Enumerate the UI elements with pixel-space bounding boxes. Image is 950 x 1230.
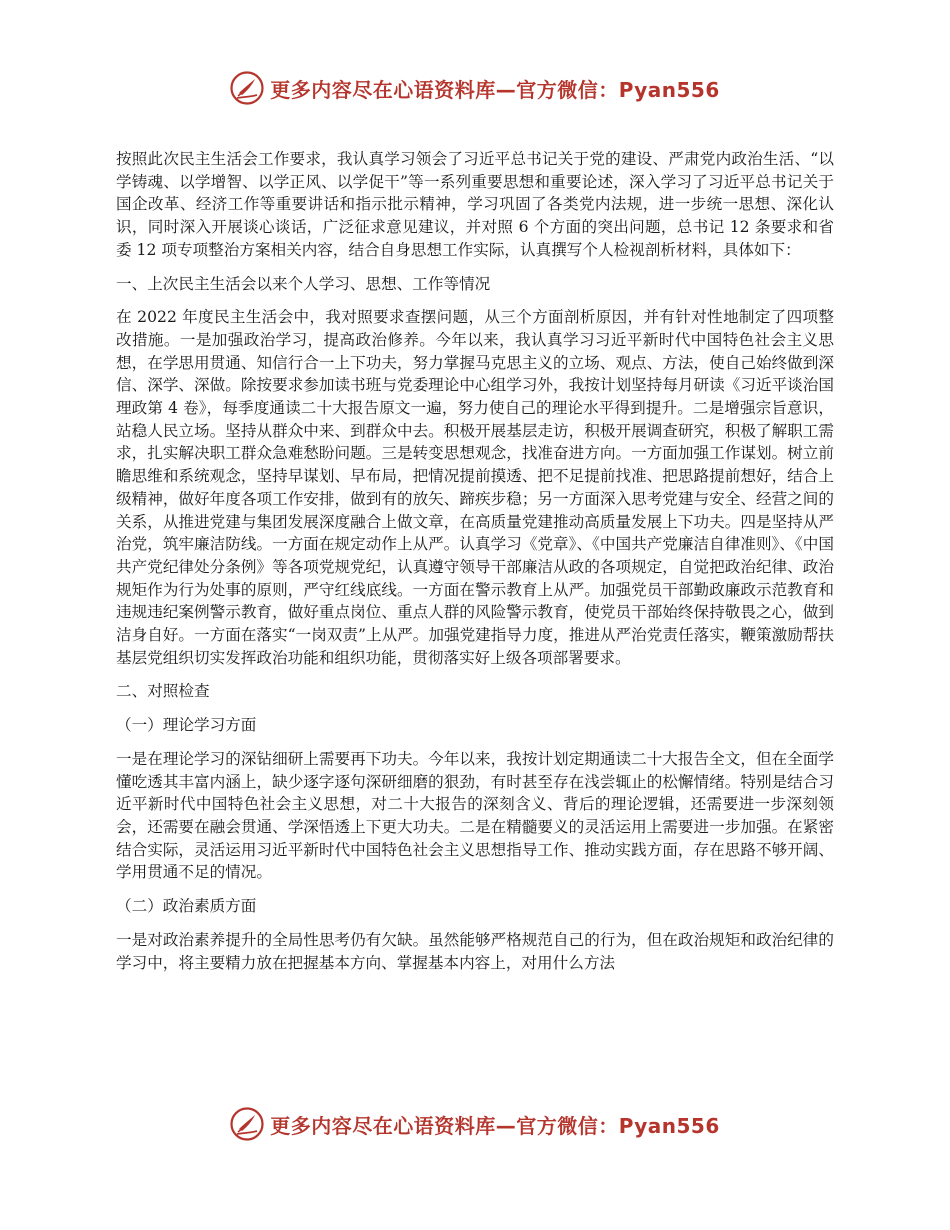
watermark-banner-top [0, 68, 950, 108]
book-quill-logo-icon [230, 71, 264, 105]
book-quill-logo-icon [230, 1107, 264, 1141]
section-heading-2: 二、对照检查 [116, 682, 210, 701]
subsection-heading-political: （二）政治素质方面 [116, 897, 257, 916]
political-paragraph: 一是对政治素养提升的全局性思考仍有欠缺。虽然能够严格规范自己的行为，但在政治规矩和政治纪律的学习中，将主要精力放在把握基本方向、掌握基本内容上，对用什么方法 [116, 930, 834, 972]
watermark-banner-bottom [0, 1104, 950, 1144]
subsection-heading-theory: （一）理论学习方面 [116, 716, 257, 735]
theory-paragraph: 一是在理论学习的深钻细研上需要再下功夫。今年以来，我按计划定期通读二十大报告全文，但在全面学懂吃透其丰富内涵上，缺少逐字逐句深研细磨的狠劲，有时甚至存在浅尝辄止的松懈情绪。特别是结合习近平新时代中国特色社会主义思想，对二十大报告的深刻含义、背后的理论逻辑，还需要进一步深刻领会，还需要在融会贯通、学深悟透上下更大功夫。二是在精髓要义的灵活运用上需要进一步加强。在紧密结合实际，灵活运用习近平新时代中国特色社会主义思想指导工作、推动实践方面，存在思路不够开阔、学用贯通不足的情况。 [116, 749, 834, 882]
section-1-paragraph: 在 2022 年度民主生活会中，我对照要求查摆问题，从三个方面剖析原因，并有针对性地制定了四项整改措施。一是加强政治学习，提高政治修养。今年以来，我认真学习习近平新时代中国特色社会主义思想，在学思用贯通、知信行合一上下功夫，努力掌握马克思主义的立场、观点、方法，使自己始终做到深信、深学、深做。除按要求参加读书班与党委理论中心组学习外，我按计划坚持每月研读《习近平谈治国理政第 4 卷》，每季度通读二十大报告原文一遍，努力使自己的理论水平得到提升。二是增强宗旨意识，站稳人民立场。坚持从群众中来、到群众中去。积极开展基层走访，积极开展调查研究，积极了解职工需求，扎实解决职工群众急难愁盼问题。三是转变思想观念，找准奋进方向。一方面加强工作谋划。树立前瞻思维和系统观念，坚持早谋划、早布局，把情况提前摸透、把不足提前找准、把思路提前想好，结合上级精神，做好年度各项工作安排，做到有的放矢、蹄疾步稳；另一方面深入思考党建与安全、经营之间的关系，从推进党建与集团发展深度融合上做文章，在高质量党建推动高质量发展上下功夫。四是坚持从严治党，筑牢廉洁防线。一方面在规定动作上从严。认真学习《党章》、《中国共产党廉洁自律准则》、《中国共产党纪律处分条例》等各项党规党纪，认真遵守领导干部廉洁从政的各项规定，自觉把政治纪律、政治规矩作为行为处事的原则，严守红线底线。一方面在警示教育上从严。加强党员干部勤政廉政示范教育和违规违纪案例警示教育，做好重点岗位、重点人群的风险警示教育，使党员干部始终保持敬畏之心，做到洁身自好。一方面在落实“一岗双责”上从严。加强党建指导力度，推进从严治党责任落实，鞭策激励帮扶基层党组织切实发挥政治功能和组织功能，贯彻落实好上级各项部署要求。 [116, 308, 834, 667]
watermark-text: 更多内容尽在心语资料库—官方微信：Pyan556 [270, 1113, 720, 1138]
intro-paragraph: 按照此次民主生活会工作要求，我认真学习领会了习近平总书记关于党的建设、严肃党内政治生活、“以学铸魂、以学增智、以学正风、以学促干”等一系列重要思想和重要论述，深入学习了习近平总书记关于国企改革、经济工作等重要讲话和指示批示精神，学习巩固了各类党内法规，进一步统一思想、深化认识，同时深入开展谈心谈话，广泛征求意见建议，并对照 6 个方面的突出问题，总书记 12 条要求和省委 12 项专项整治方案相关内容，结合自身思想工作实际，认真撰写个人检视剖析材料，具体如下： [116, 150, 834, 259]
watermark-text: 更多内容尽在心语资料库—官方微信：Pyan556 [270, 77, 720, 102]
document-body [116, 148, 834, 985]
section-heading-1: 一、上次民主生活会以来个人学习、思想、工作等情况 [116, 274, 491, 293]
